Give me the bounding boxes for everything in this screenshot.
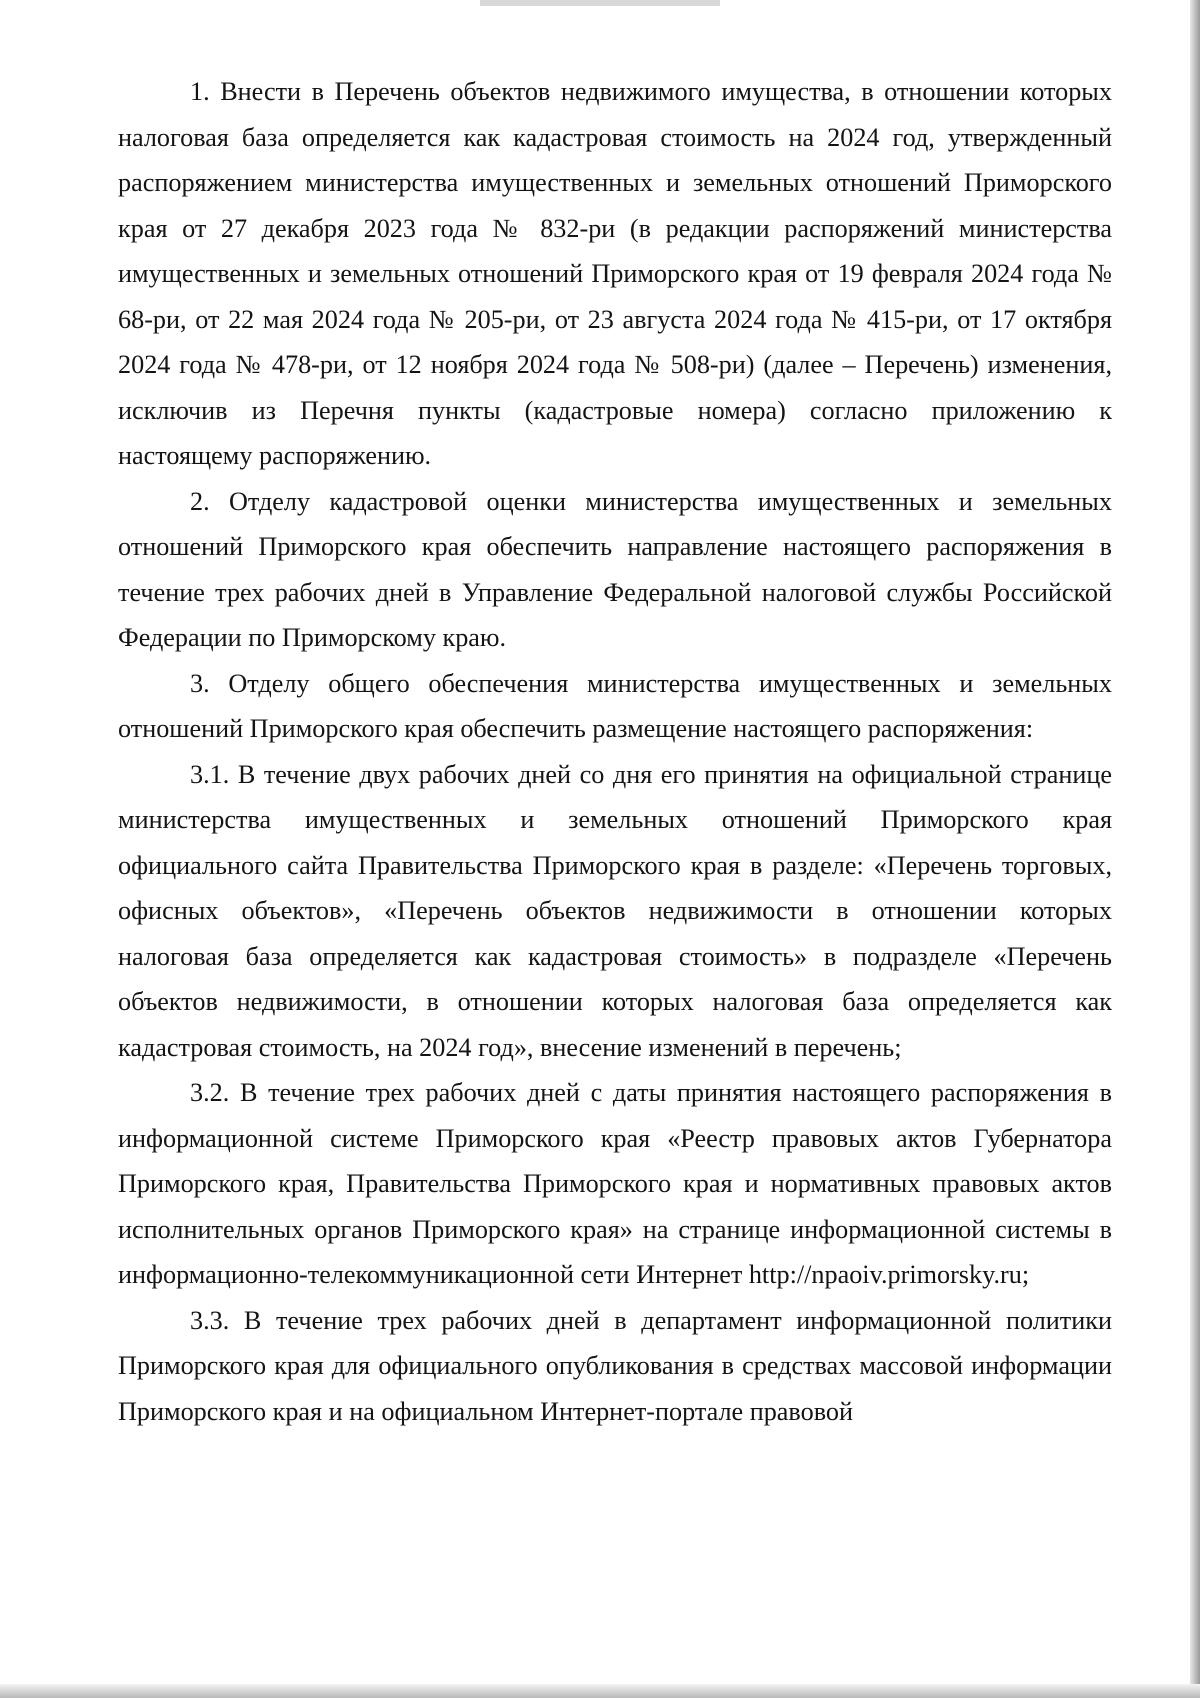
scan-edge-top (480, 0, 720, 6)
paragraph-2: 2. Отделу кадастровой оценки министерства имущественных и земельных отношений Приморского края обеспечить направление настоящего распоряжения в течение трех рабочих дней в Управление Федеральной налоговой службы Российской Федерации по Приморскому краю. (118, 486, 1112, 652)
paragraph-1: 1. Внести в Перечень объектов недвижимого имущества, в отношении которых налоговая база определяется как кадастровая стоимость на 2024 год, утвержденный распоряжением министерства имущественных и земельных отношений Приморского края от 27 декабря 2023 года № 832-ри (в редакции распоряжений министерства имущественных и земельных отношений Приморского края от 19 февраля 2024 года № 68-ри, от 22 мая 2024 года № 205-ри, от 23 августа 2024 года № 415-ри, от 17 октября 2024 года № 478-ри, от 12 ноября 2024 года № 508-ри) (далее – Перечень) изменения, исключив из Перечня пункты (кадастровые номера) согласно приложению к настоящему распоряжению. (118, 77, 1112, 470)
document-body (118, 69, 1112, 1434)
paragraph-3-1: 3.1. В течение двух рабочих дней со дня его принятия на официальной странице министерства имущественных и земельных отношений Приморского края официального сайта Правительства Приморского края в разделе: «Перечень торговых, офисных объектов», «Перечень объектов недвижимости в отношении которых налоговая база определяется как кадастровая стоимость» в подразделе «Перечень объектов недвижимости, в отношении которых налоговая база определяется как кадастровая стоимость, на 2024 год», внесение изменений в перечень; (118, 759, 1112, 1062)
paragraph-3-3: 3.3. В течение трех рабочих дней в департамент информационной политики Приморского края для официального опубликования в средствах массовой информации Приморского края и на официальном Интернет-портале правовой (118, 1305, 1112, 1426)
scan-edge-right (1190, 0, 1200, 1698)
paragraph-3: 3. Отделу общего обеспечения министерства имущественных и земельных отношений Приморского края обеспечить размещение настоящего распоряжения: (118, 668, 1112, 743)
scan-edge-bottom (0, 1684, 1200, 1698)
paragraph-3-2: 3.2. В течение трех рабочих дней с даты принятия настоящего распоряжения в информационной системе Приморского края «Реестр правовых актов Губернатора Приморского края, Правительства Приморского края и нормативных правовых актов исполнительных органов Приморского края» на странице информационной системы в информационно-телекоммуникационной сети Интернет http://npaoiv.primorsky.ru; (118, 1078, 1112, 1289)
